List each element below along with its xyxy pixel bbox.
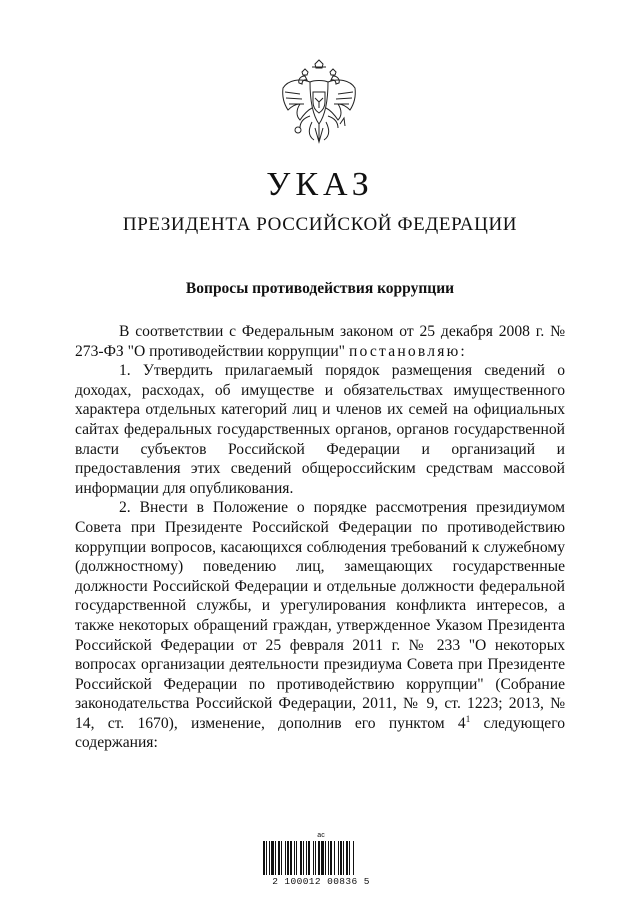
paragraph-item-1: 1. Утвердить прилагаемый порядок размещения сведений о доходах, расходах, об имуществе и обязательствах имущественного характера отдельных категорий лиц и членов их семей на официальных сайтах федеральных государственных органов, органов государственной власти субъектов Российской Федерации и организаций и предоставления этих сведений общероссийским средствам массовой информации для опубликования. xyxy=(75,362,565,497)
item-2-text: 2. Внести в Положение о порядке рассмотрения президиумом Совета при Президенте Российской Федерации по противодействию коррупции вопросов, касающихся соблюдения требований к служебному (должностному) поведению лиц, замещающих государственные должности Российской Федерации и отдельные должности федеральной государственной службы, и урегулирования конфликта интересов, а также некоторых обращений граждан, утвержденное Указом Президента Российской Федерации от 25 февраля 2011 г. № 233 "О некоторых вопросах организации деятельности президиума Совета при Президенте Российской Федерации по противодействию коррупции" (Собрание законодательства Российской Федерации, 2011, № 9, ст. 1223; 2013, № 14, ст. 1670), изменение, дополнив его пунктом 4 xyxy=(75,499,565,732)
preamble-text: В соответствии с Федеральным законом от 25 декабря 2008 г. № 273-ФЗ "О противодействии коррупции" xyxy=(75,323,565,360)
coat-of-arms-emblem xyxy=(278,58,360,150)
item-2-ending: следующего содержания: xyxy=(75,714,566,752)
paragraph-item-2 xyxy=(75,498,565,753)
item-2-superscript: 1 xyxy=(465,713,471,724)
barcode-number: 2 100012 00836 5 xyxy=(272,876,370,887)
document-issuer: ПРЕЗИДЕНТА РОССИЙСКОЙ ФЕДЕРАЦИИ xyxy=(122,214,518,235)
decree-keyword: постановляю: xyxy=(348,342,467,360)
barcode-icon xyxy=(262,841,380,875)
paragraph-preamble xyxy=(75,322,565,361)
document-subject: Вопросы противодействия коррупции xyxy=(185,280,455,297)
barcode-mark: ac xyxy=(317,832,325,839)
barcode-block xyxy=(262,832,380,887)
document-body xyxy=(75,322,565,753)
document-title: УКАЗ xyxy=(266,166,374,203)
double-headed-eagle-icon xyxy=(278,58,360,150)
